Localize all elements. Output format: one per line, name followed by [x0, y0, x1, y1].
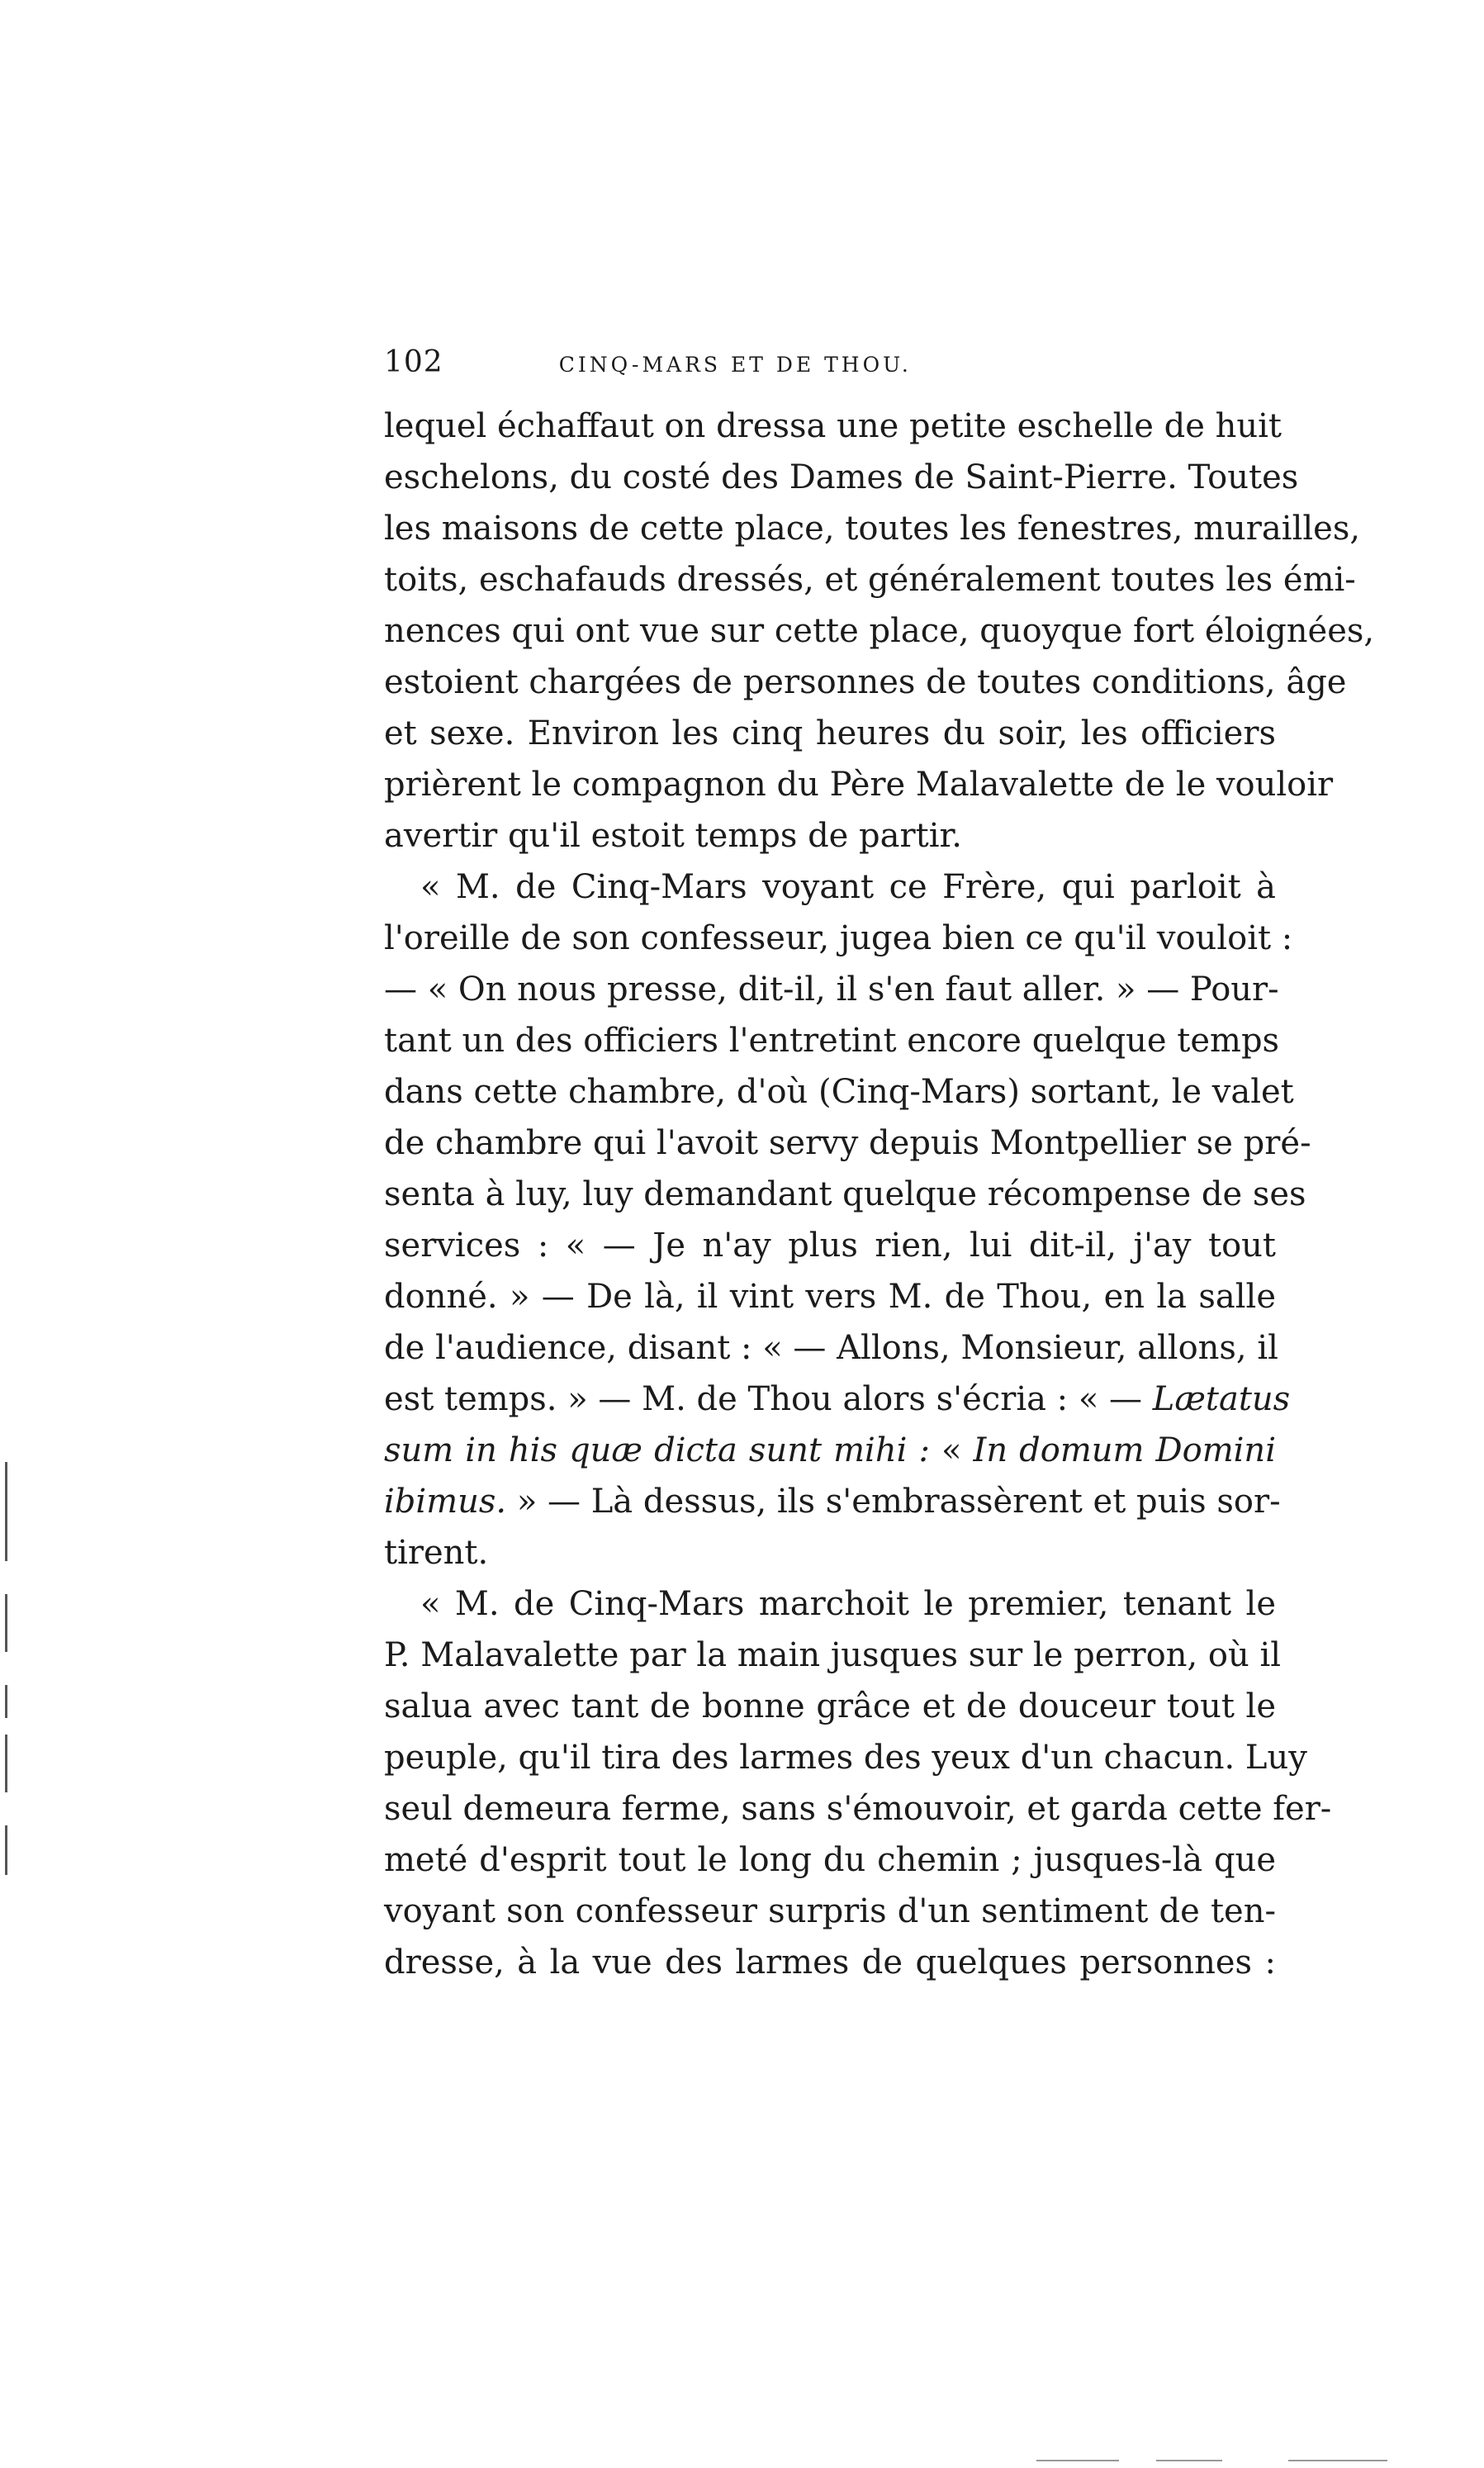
text-line: de chambre qui l'avoit servy depuis Montpellier se pré-: [384, 1124, 1311, 1162]
running-head: [384, 345, 1276, 387]
text-line: tirent.: [384, 1534, 489, 1572]
text-line: [384, 1374, 1291, 1425]
text-line: [384, 1425, 1276, 1476]
scan-bottom-mark: [1156, 2460, 1222, 2461]
text-line: [384, 1476, 1281, 1527]
latin-quote: ibimus.: [384, 1483, 507, 1521]
text-segment: «: [941, 1431, 974, 1469]
latin-quote: In domum Domini: [973, 1431, 1276, 1469]
text-line: donné. » — De là, il vint vers M. de Thou, en la salle: [384, 1278, 1276, 1316]
text-line: l'oreille de son confesseur, jugea bien ce qu'il vouloit :: [384, 919, 1293, 957]
page-number: 102: [384, 345, 443, 379]
text-line: voyant son confesseur surpris d'un sentiment de ten-: [384, 1892, 1276, 1930]
scan-margin-mark: [5, 1685, 7, 1718]
text-line: peuple, qu'il tira des larmes des yeux d'un chacun. Luy: [384, 1739, 1307, 1777]
text-line: eschelons, du costé des Dames de Saint-Pierre. Toutes: [384, 458, 1299, 496]
text-line: seul demeura ferme, sans s'émouvoir, et garda cette fer-: [384, 1790, 1332, 1828]
text-line: salua avec tant de bonne grâce et de douceur tout le: [384, 1687, 1276, 1725]
scan-margin-mark: [5, 1825, 7, 1875]
scan-margin-mark: [5, 1462, 7, 1561]
body-text: [384, 401, 1375, 1988]
latin-quote: Lætatus: [1152, 1380, 1291, 1418]
text-line: les maisons de cette place, toutes les fenestres, murailles,: [384, 510, 1361, 548]
text-line: dans cette chambre, d'où (Cinq-Mars) sortant, le valet: [384, 1073, 1294, 1111]
text-segment: » — Là dessus, ils s'embrassèrent et puis sor-: [506, 1483, 1281, 1521]
text-line: « M. de Cinq-Mars marchoit le premier, tenant le: [420, 1585, 1276, 1623]
text-line: — « On nous presse, dit-il, il s'en faut aller. » — Pour-: [384, 971, 1279, 1009]
scan-margin-mark: [5, 1594, 7, 1652]
text-line: « M. de Cinq-Mars voyant ce Frère, qui parloit à: [420, 868, 1276, 906]
text-segment: est temps. » — M. de Thou alors s'écria : « —: [384, 1380, 1153, 1418]
text-line: nences qui ont vue sur cette place, quoyque fort éloignées,: [384, 612, 1375, 650]
scan-bottom-mark: [1288, 2460, 1387, 2461]
text-line: tant un des officiers l'entretint encore quelque temps: [384, 1022, 1280, 1060]
text-line: prièrent le compagnon du Père Malavalette de le vouloir: [384, 766, 1334, 804]
text-line: toits, eschafauds dressés, et généralement toutes les émi-: [384, 561, 1356, 599]
text-line: senta à luy, luy demandant quelque récompense de ses: [384, 1175, 1306, 1213]
text-line: estoient chargées de personnes de toutes conditions, âge: [384, 663, 1347, 701]
text-line: lequel échaffaut on dressa une petite eschelle de huit: [384, 407, 1282, 445]
text-line: de l'audience, disant : « — Allons, Monsieur, allons, il: [384, 1329, 1278, 1367]
scan-margin-mark: [5, 1735, 7, 1792]
running-title: CINQ-MARS ET DE THOU.: [558, 353, 912, 377]
latin-quote: sum in his quæ dicta sunt mihi :: [384, 1431, 930, 1469]
text-line: et sexe. Environ les cinq heures du soir, les officiers: [384, 714, 1276, 752]
text-line: meté d'esprit tout le long du chemin ; jusques-là que: [384, 1841, 1276, 1879]
text-line: dresse, à la vue des larmes de quelques personnes :: [384, 1944, 1276, 1982]
text-line: services : « — Je n'ay plus rien, lui dit-il, j'ay tout: [384, 1227, 1276, 1265]
text-line: P. Malavalette par la main jusques sur le perron, où il: [384, 1636, 1282, 1674]
scan-bottom-mark: [1036, 2460, 1119, 2461]
text-line: avertir qu'il estoit temps de partir.: [384, 817, 962, 855]
